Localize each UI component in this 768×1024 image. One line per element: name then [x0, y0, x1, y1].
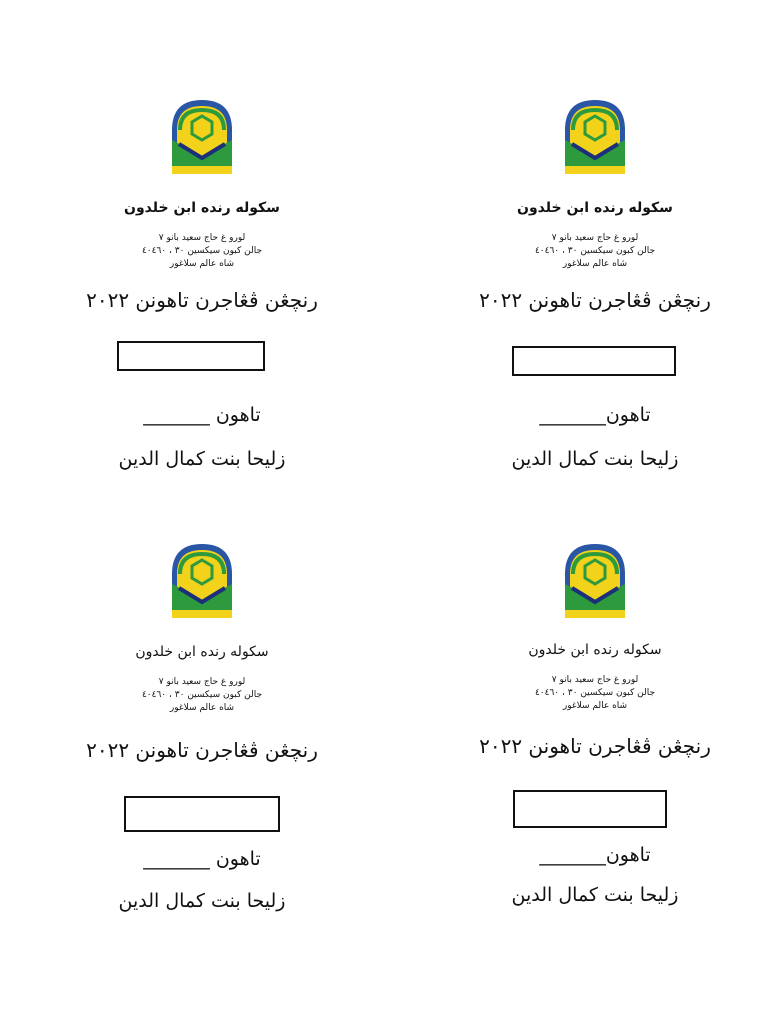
school-crest-icon [560, 540, 630, 620]
school-address [445, 674, 745, 713]
year-line [445, 844, 745, 866]
year-blank: _______ [539, 844, 606, 866]
school-address [445, 232, 745, 271]
document-title: رنچڠن ڤڠاجرن تاهونن ٢٠٢٢ [86, 738, 318, 762]
year-line [445, 404, 745, 426]
teacher-name: زليحا بنت كمال الدين [118, 448, 286, 470]
document-title: رنچڠن ڤڠاجرن تاهونن ٢٠٢٢ [479, 734, 711, 758]
school-name: سكوله رنده ابن خلدون [135, 644, 269, 660]
label-card-top-left [52, 96, 352, 486]
school-address [52, 676, 352, 715]
year-blank: _______ [143, 404, 210, 426]
address-line: شاه عالم سلاغور [562, 259, 628, 269]
document-title: رنچڠن ڤڠاجرن تاهونن ٢٠٢٢ [479, 288, 711, 312]
address-line: لورو غ حاج سعيد بانو ٧ [551, 233, 639, 243]
school-logo [560, 96, 630, 176]
year-label: تاهون [605, 844, 651, 866]
school-crest-icon [167, 96, 237, 176]
year-label: تاهون [605, 404, 651, 426]
year-line [52, 404, 352, 426]
address-line: جالن كبون سيكسين ٣٠ ، ٤٠٤٦٠ [534, 688, 656, 698]
address-line: لورو غ حاج سعيد بانو ٧ [551, 675, 639, 685]
address-line: شاه عالم سلاغور [169, 259, 235, 269]
address-line: لورو غ حاج سعيد بانو ٧ [158, 233, 246, 243]
year-label: تاهون [215, 404, 261, 426]
year-blank: _______ [539, 404, 606, 426]
school-address [52, 232, 352, 271]
address-line: لورو غ حاج سعيد بانو ٧ [158, 677, 246, 687]
name-box [124, 796, 280, 832]
teacher-name: زليحا بنت كمال الدين [511, 448, 679, 470]
school-name: سكوله رنده ابن خلدون [124, 200, 280, 216]
address-line: شاه عالم سلاغور [169, 703, 235, 713]
school-name: سكوله رنده ابن خلدون [517, 200, 673, 216]
name-box [513, 790, 667, 828]
address-line: جالن كبون سيكسين ٣٠ ، ٤٠٤٦٠ [141, 246, 263, 256]
address-line: جالن كبون سيكسين ٣٠ ، ٤٠٤٦٠ [534, 246, 656, 256]
address-line: جالن كبون سيكسين ٣٠ ، ٤٠٤٦٠ [141, 690, 263, 700]
school-logo [560, 540, 630, 620]
year-line [52, 848, 352, 870]
school-crest-icon [167, 540, 237, 620]
label-card-bottom-left [52, 540, 352, 930]
name-box [512, 346, 676, 376]
school-name: سكوله رنده ابن خلدون [528, 642, 662, 658]
teacher-name: زليحا بنت كمال الدين [118, 890, 286, 912]
year-label: تاهون [215, 848, 261, 870]
school-logo [167, 96, 237, 176]
year-blank: _______ [143, 848, 210, 870]
school-crest-icon [560, 96, 630, 176]
label-card-top-right [445, 96, 745, 486]
school-logo [167, 540, 237, 620]
document-title: رنچڠن ڤڠاجرن تاهونن ٢٠٢٢ [86, 288, 318, 312]
label-card-bottom-right [445, 540, 745, 930]
teacher-name: زليحا بنت كمال الدين [511, 884, 679, 906]
name-box [117, 341, 265, 371]
address-line: شاه عالم سلاغور [562, 701, 628, 711]
